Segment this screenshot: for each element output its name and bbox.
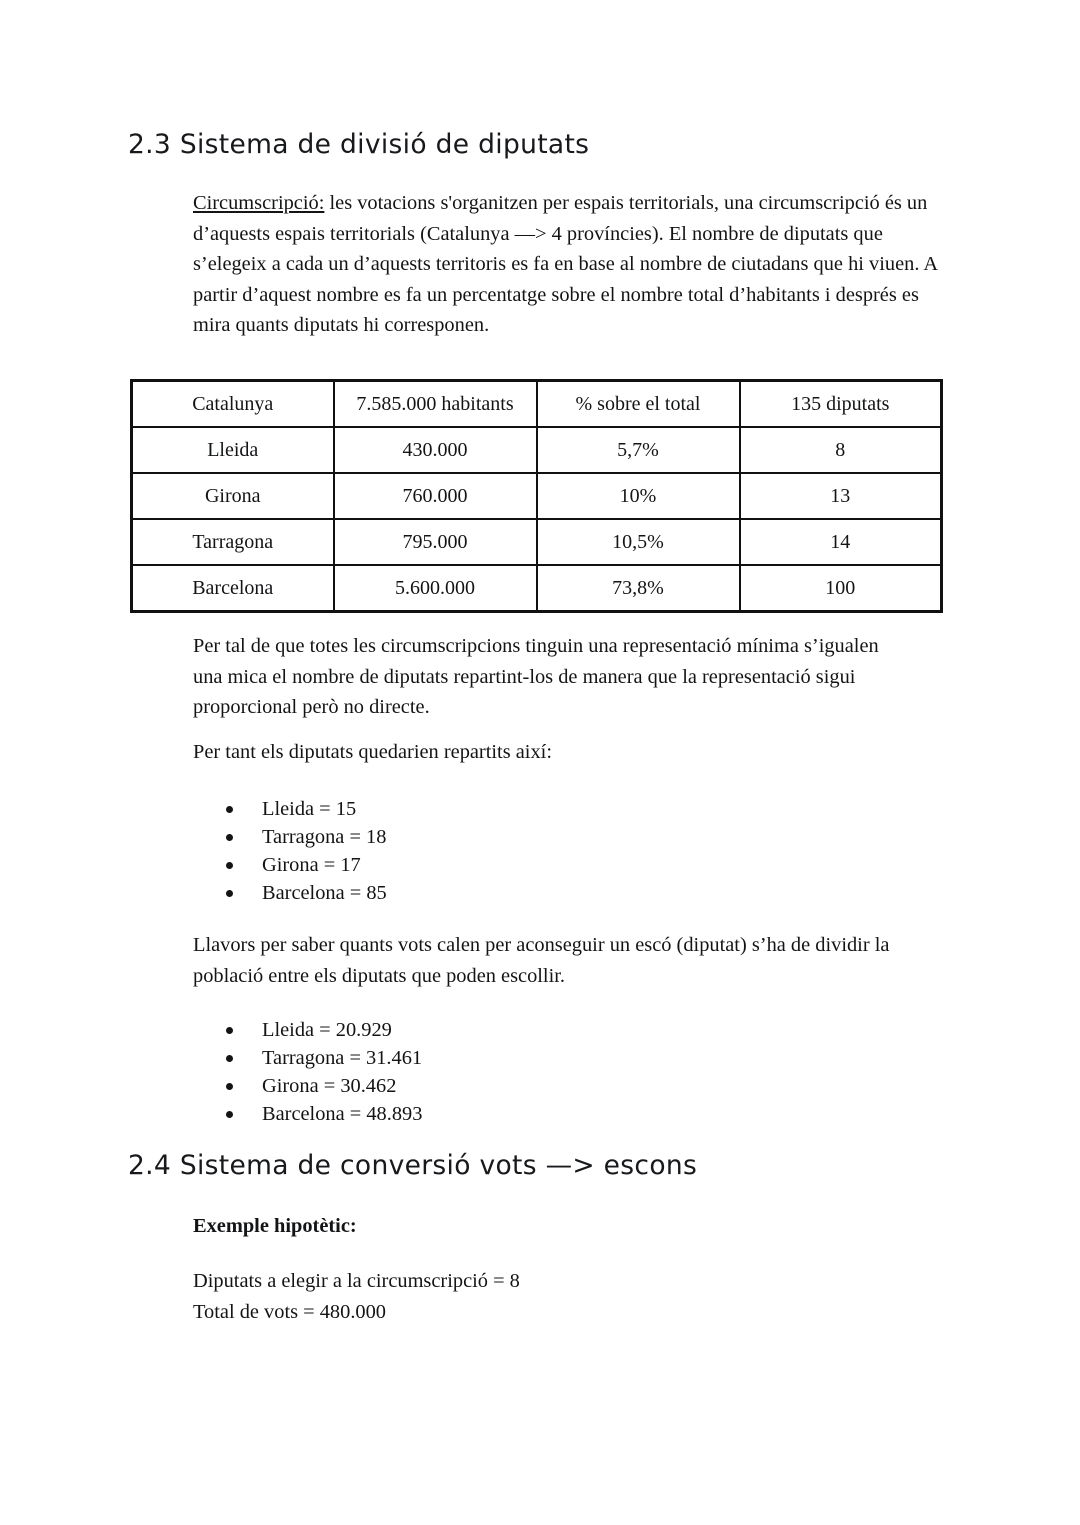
table-cell: 10%	[537, 473, 740, 519]
table-cell: 14	[740, 519, 942, 565]
list-item	[226, 823, 387, 851]
list-item	[226, 1100, 422, 1128]
paragraph-text: Llavors per saber quants vots calen per aconseguir un escó (diputat) s’ha de dividir la població entre els diputats que poden escollir.	[193, 934, 890, 987]
list-item	[226, 1072, 422, 1100]
list-item-label: Tarragona = 31.461	[262, 1047, 423, 1069]
list-item-label: Lleida = 15	[262, 798, 357, 820]
list-item-label: Lleida = 20.929	[262, 1019, 392, 1041]
bullet-icon	[226, 862, 233, 869]
paragraph-circumscripcio	[193, 188, 945, 341]
table-cell: Girona	[132, 473, 334, 519]
paragraph-exemple-lines	[193, 1266, 753, 1327]
bullet-icon	[226, 834, 233, 841]
table-cell: 10,5%	[537, 519, 740, 565]
paragraph-representacio-minima	[193, 631, 905, 723]
list-item	[226, 1044, 422, 1072]
list-item	[226, 1016, 422, 1044]
table-cell: 13	[740, 473, 942, 519]
list-item-label: Barcelona = 48.893	[262, 1103, 423, 1125]
table-cell: Barcelona	[132, 565, 334, 612]
bullet-icon	[226, 1055, 233, 1062]
table-cell: 795.000	[334, 519, 537, 565]
table-row	[132, 519, 942, 565]
paragraph-text: Per tal de que totes les circumscripcions tinguin una representació mínima s’igualen una mica el nombre de diputats repartint-los de manera que la representació sigui proporcional però no directe.	[193, 635, 879, 719]
table-cell: 135 diputats	[740, 381, 942, 428]
list-item	[226, 879, 387, 907]
list-item-label: Barcelona = 85	[262, 882, 387, 904]
list-vots-per-esco	[226, 1016, 422, 1128]
exemple-line-1: Diputats a elegir a la circumscripció = 8	[193, 1270, 520, 1292]
table-cell: % sobre el total	[537, 381, 740, 428]
table-cell: 8	[740, 427, 942, 473]
list-diputats-repartits	[226, 795, 387, 907]
list-item-label: Girona = 17	[262, 854, 361, 876]
table-cell: 430.000	[334, 427, 537, 473]
section-heading-2-4: 2.4 Sistema de conversió vots —> escons	[128, 1150, 698, 1181]
bullet-icon	[226, 890, 233, 897]
table-cell: Catalunya	[132, 381, 334, 428]
term-circumscripcio: Circumscripció:	[193, 192, 325, 214]
table-cell: 7.585.000 habitants	[334, 381, 537, 428]
table-cell: 73,8%	[537, 565, 740, 612]
exemple-line-2: Total de vots = 480.000	[193, 1300, 387, 1323]
list-item	[226, 795, 387, 823]
table-row	[132, 427, 942, 473]
paragraph-text: Per tant els diputats quedarien repartits així:	[193, 741, 552, 763]
table-row	[132, 473, 942, 519]
population-deputies-table	[130, 379, 943, 613]
bullet-icon	[226, 806, 233, 813]
table-row	[132, 565, 942, 612]
paragraph-circumscripcio-body: les votacions s'organitzen per espais territorials, una circumscripció és un d’aquests espais territorials (Catalunya —> 4 províncies). El nombre de diputats que s’elegeix a cada un d’aquests territoris es fa en base al nombre de ciutadans que hi viuen. A partir d’aquest nombre es fa un percentatge sobre el nombre total d’habitants i després es mira quants diputats hi corresponen.	[193, 192, 937, 337]
table-cell: Tarragona	[132, 519, 334, 565]
exemple-title-text: Exemple hipotètic:	[193, 1215, 357, 1237]
bullet-icon	[226, 1027, 233, 1034]
bullet-icon	[226, 1083, 233, 1090]
table-cell: 5.600.000	[334, 565, 537, 612]
paragraph-text	[193, 188, 945, 341]
list-item-label: Girona = 30.462	[262, 1075, 397, 1097]
table-cell: 100	[740, 565, 942, 612]
section-heading-2-3: 2.3 Sistema de divisió de diputats	[128, 129, 590, 160]
table-row-header	[132, 381, 942, 428]
bullet-icon	[226, 1111, 233, 1118]
paragraph-exemple-title	[193, 1211, 693, 1242]
paragraph-per-tant	[193, 737, 905, 768]
list-item	[226, 851, 387, 879]
table-cell: 5,7%	[537, 427, 740, 473]
table-cell: 760.000	[334, 473, 537, 519]
paragraph-llavors	[193, 930, 915, 991]
table-cell: Lleida	[132, 427, 334, 473]
list-item-label: Tarragona = 18	[262, 826, 387, 848]
